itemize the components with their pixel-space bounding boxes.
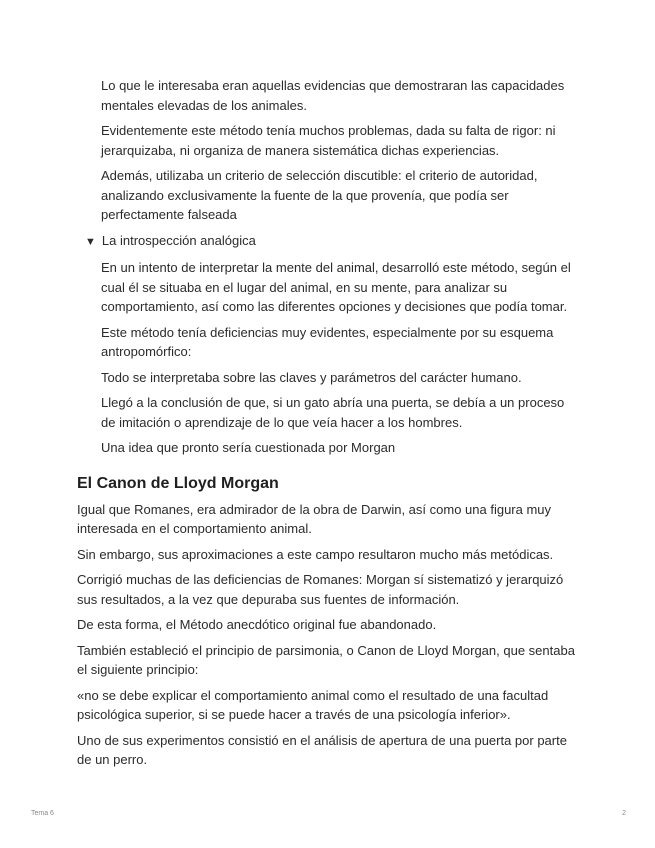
paragraph: Además, utilizaba un criterio de selección discutible: el criterio de autoridad, analizando exclusivamente la fuente de la que provenía, que podía ser perfectamente falseada: [101, 168, 538, 222]
footer-left: Tema 6: [31, 810, 54, 817]
nested-section: [77, 76, 577, 225]
paragraph: Este método tenía deficiencias muy evidentes, especialmente por su esquema antropomórfico:: [101, 324, 554, 359]
paragraph: Lo que le interesaba eran aquellas evidencias que demostraran las capacidades mentales elevadas de los animales.: [101, 78, 565, 113]
page-content: [77, 76, 577, 776]
paragraph: Igual que Romanes, era admirador de la obra de Darwin, así como una figura muy interesada en el comportamiento animal.: [77, 501, 552, 536]
morgan-section: [77, 500, 577, 770]
paragraph: Corrigió muchas de las deficiencias de Romanes: Morgan sí sistematizó y jerarquizó sus resultados, a la vez que depuraba sus fuentes de información.: [77, 572, 564, 607]
paragraph: «no se debe explicar el comportamiento animal como el resultado de una facultad psicológica superior, si se puede hacer a través de una psicología inferior».: [77, 687, 549, 722]
paragraph: En un intento de interpretar la mente del animal, desarrolló este método, según el cual él se situaba en el lugar del animal, en su mente, para analizar su comportamiento, así como las diferentes opciones y decisiones que podía tomar.: [101, 260, 571, 314]
toggle-introspeccion[interactable]: [85, 231, 577, 253]
toggle-content: [77, 258, 577, 458]
section-heading: El Canon de Lloyd Morgan: [77, 474, 279, 492]
paragraph: Evidentemente este método tenía muchos problemas, dada su falta de rigor: ni jerarquizaba, ni organiza de manera sistemática dichas experiencias.: [101, 123, 556, 158]
paragraph: De esta forma, el Método anecdótico original fue abandonado.: [77, 617, 437, 632]
paragraph: También estableció el principio de parsimonia, o Canon de Lloyd Morgan, que sentaba el siguiente principio:: [77, 642, 575, 677]
paragraph: Sin embargo, sus aproximaciones a este campo resultaron mucho más metódicas.: [77, 546, 554, 562]
paragraph: Todo se interpretaba sobre las claves y parámetros del carácter humano.: [101, 369, 522, 385]
toggle-label: La introspección analógica: [101, 232, 256, 248]
paragraph: Llegó a la conclusión de que, si un gato abría una puerta, se debía a un proceso de imitación o aprendizaje de lo que veía hacer a los hombres.: [101, 395, 565, 430]
paragraph: Uno de sus experimentos consistió en el análisis de apertura de una puerta por parte de un perro.: [77, 732, 567, 767]
triangle-down-icon[interactable]: ▼: [85, 235, 96, 248]
page-number: 2: [622, 810, 626, 817]
paragraph: Una idea que pronto sería cuestionada por Morgan: [101, 440, 396, 455]
